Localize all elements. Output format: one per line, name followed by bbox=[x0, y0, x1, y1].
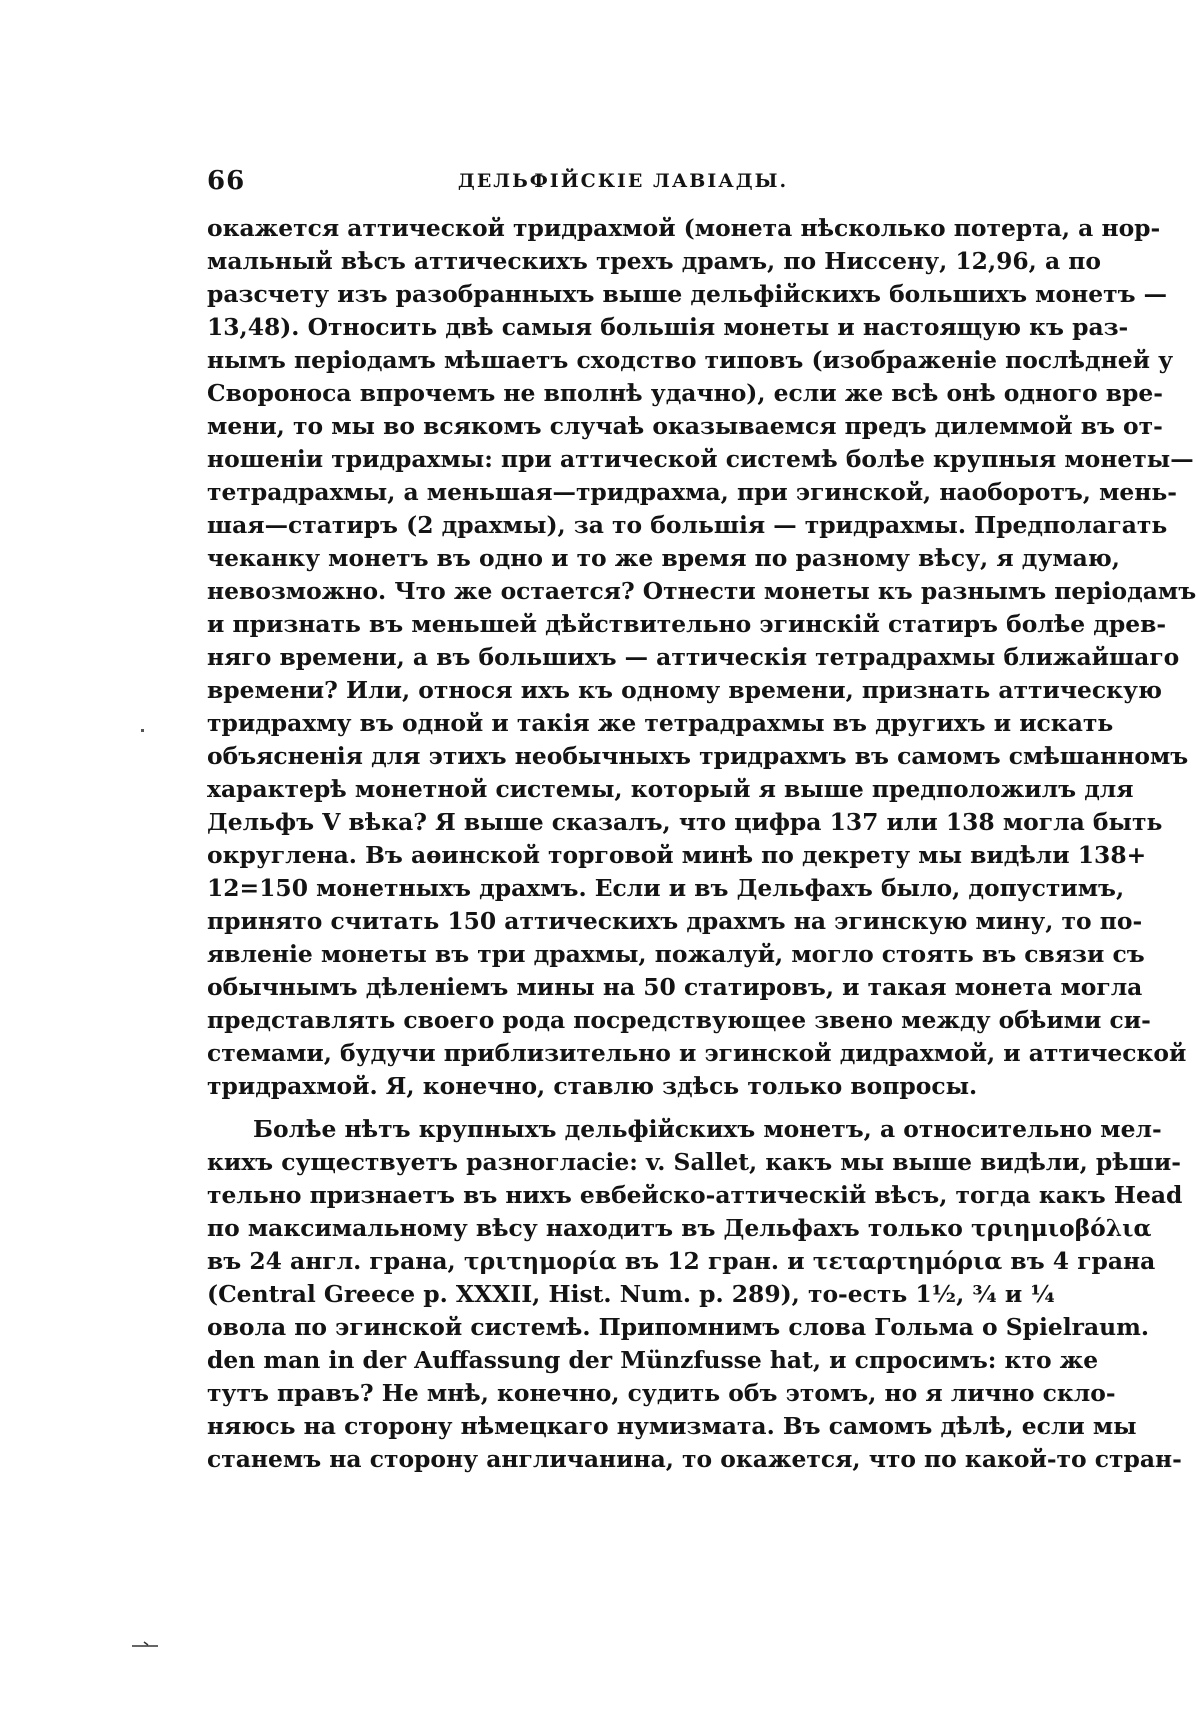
paragraph-2 bbox=[207, 1113, 1183, 1476]
text-line: представлять своего рода посредствующее звено между обѣими си- bbox=[207, 1006, 1151, 1034]
text-line: окажется аттической тридрахмой (монета нѣсколько потерта, а нор- bbox=[207, 214, 1161, 242]
text-line: овола по эгинской системѣ. Припомнимъ слова Гольма о Spielraum. bbox=[207, 1313, 1149, 1341]
text-line: няго времени, а въ большихъ — аттическія тетрадрахмы ближайшаго bbox=[207, 643, 1180, 671]
text-line: обычнымъ дѣленіемъ мины на 50 статировъ, и такая монета могла bbox=[207, 973, 1143, 1001]
text-line: 12=150 монетныхъ драхмъ. Если и въ Дельфахъ было, допустимъ, bbox=[207, 874, 1125, 902]
text-line: мальный вѣсъ аттическихъ трехъ драмъ, по Ниссену, 12,96, а по bbox=[207, 247, 1101, 275]
text-line: явленіе монеты въ три драхмы, пожалуй, могло стоять въ связи съ bbox=[207, 940, 1145, 968]
text-line: и признать въ меньшей дѣйствительно эгинскій статиръ болѣе древ- bbox=[207, 610, 1167, 638]
scan-speck bbox=[141, 729, 144, 732]
text-line: няюсь на сторону нѣмецкаго нумизмата. Въ самомъ дѣлѣ, если мы bbox=[207, 1412, 1137, 1440]
text-line: Болѣе нѣтъ крупныхъ дельфійскихъ монетъ, а относительно мел- bbox=[253, 1115, 1162, 1143]
text-line: объясненія для этихъ необычныхъ тридрахмъ въ самомъ смѣшанномъ bbox=[207, 742, 1189, 770]
text-line: невозможно. Что же остается? Отнести монеты къ разнымъ періодамъ bbox=[207, 577, 1196, 605]
text-line: мени, то мы во всякомъ случаѣ оказываемся предъ дилеммой въ от- bbox=[207, 412, 1163, 440]
text-line: Дельфъ V вѣка? Я выше сказалъ, что цифра 137 или 138 могла быть bbox=[207, 808, 1163, 836]
paragraph-1 bbox=[207, 212, 1196, 1103]
text-line: тридрахму въ одной и такія же тетрадрахмы въ другихъ и искать bbox=[207, 709, 1114, 737]
text-line: шая—статиръ (2 драхмы), за то большія — тридрахмы. Предполагать bbox=[207, 511, 1168, 539]
text-line: тридрахмой. Я, конечно, ставлю здѣсь только вопросы. bbox=[207, 1072, 978, 1100]
text-line: характерѣ монетной системы, который я выше предположилъ для bbox=[207, 775, 1134, 803]
text-line: 13,48). Относить двѣ самыя большія монеты и настоящую къ раз- bbox=[207, 313, 1129, 341]
text-line: станемъ на сторону англичанина, то окажется, что по какой-то стран- bbox=[207, 1445, 1182, 1473]
text-line: по максимальному вѣсу находитъ въ Дельфахъ только τριημιοβόλια bbox=[207, 1214, 1152, 1242]
text-line: Свороноса впрочемъ не вполнѣ удачно), если же всѣ онѣ одного вре- bbox=[207, 379, 1164, 407]
text-line: чеканку монетъ въ одно и то же время по разному вѣсу, я думаю, bbox=[207, 544, 1120, 572]
text-line: ношеніи тридрахмы: при аттической системѣ болѣе крупныя монеты— bbox=[207, 445, 1194, 473]
text-line: стемами, будучи приблизительно и эгинской дидрахмой, и аттической bbox=[207, 1039, 1187, 1067]
running-title: ДЕЛЬФІЙСКІЕ ЛАВІАДЫ. bbox=[457, 170, 789, 192]
text-line: тетрадрахмы, а меньшая—тридрахма, при эгинской, наоборотъ, мень- bbox=[207, 478, 1177, 506]
text-line: кихъ существуетъ разногласіе: v. Sallet, какъ мы выше видѣли, рѣши- bbox=[207, 1148, 1181, 1176]
paragraph-gap bbox=[207, 1103, 1039, 1113]
text-line: (Central Greece p. XXXII, Hist. Num. p. 289), то-есть 1½, ¾ и ¼ bbox=[207, 1280, 1055, 1308]
text-line: den man in der Auffassung der Münzfusse hat, и спросимъ: кто же bbox=[207, 1346, 1099, 1374]
page-number: 66 bbox=[207, 166, 246, 196]
text-line: нымъ періодамъ мѣшаетъ сходство типовъ (изображеніе послѣдней у bbox=[207, 346, 1174, 374]
text-line: тельно признаетъ въ нихъ евбейско-аттическій вѣсъ, тогда какъ Head bbox=[207, 1181, 1183, 1209]
body-text bbox=[207, 212, 1196, 1476]
text-line: разсчету изъ разобранныхъ выше дельфійскихъ большихъ монетъ — bbox=[207, 280, 1168, 308]
text-line: тутъ правъ? Не мнѣ, конечно, судить объ этомъ, но я лично скло- bbox=[207, 1379, 1116, 1407]
text-line: времени? Или, относя ихъ къ одному времени, признать аттическую bbox=[207, 676, 1162, 704]
text-line: округлена. Въ аѳинской торговой минѣ по декрету мы видѣли 138+ bbox=[207, 841, 1147, 869]
margin-mark-icon bbox=[132, 1640, 158, 1648]
text-line: принято считать 150 аттическихъ драхмъ на эгинскую мину, то по- bbox=[207, 907, 1143, 935]
text-line: въ 24 англ. грана, τριτημορία въ 12 гран. и τεταρτημόρια въ 4 грана bbox=[207, 1247, 1156, 1275]
page-header bbox=[207, 166, 1039, 206]
